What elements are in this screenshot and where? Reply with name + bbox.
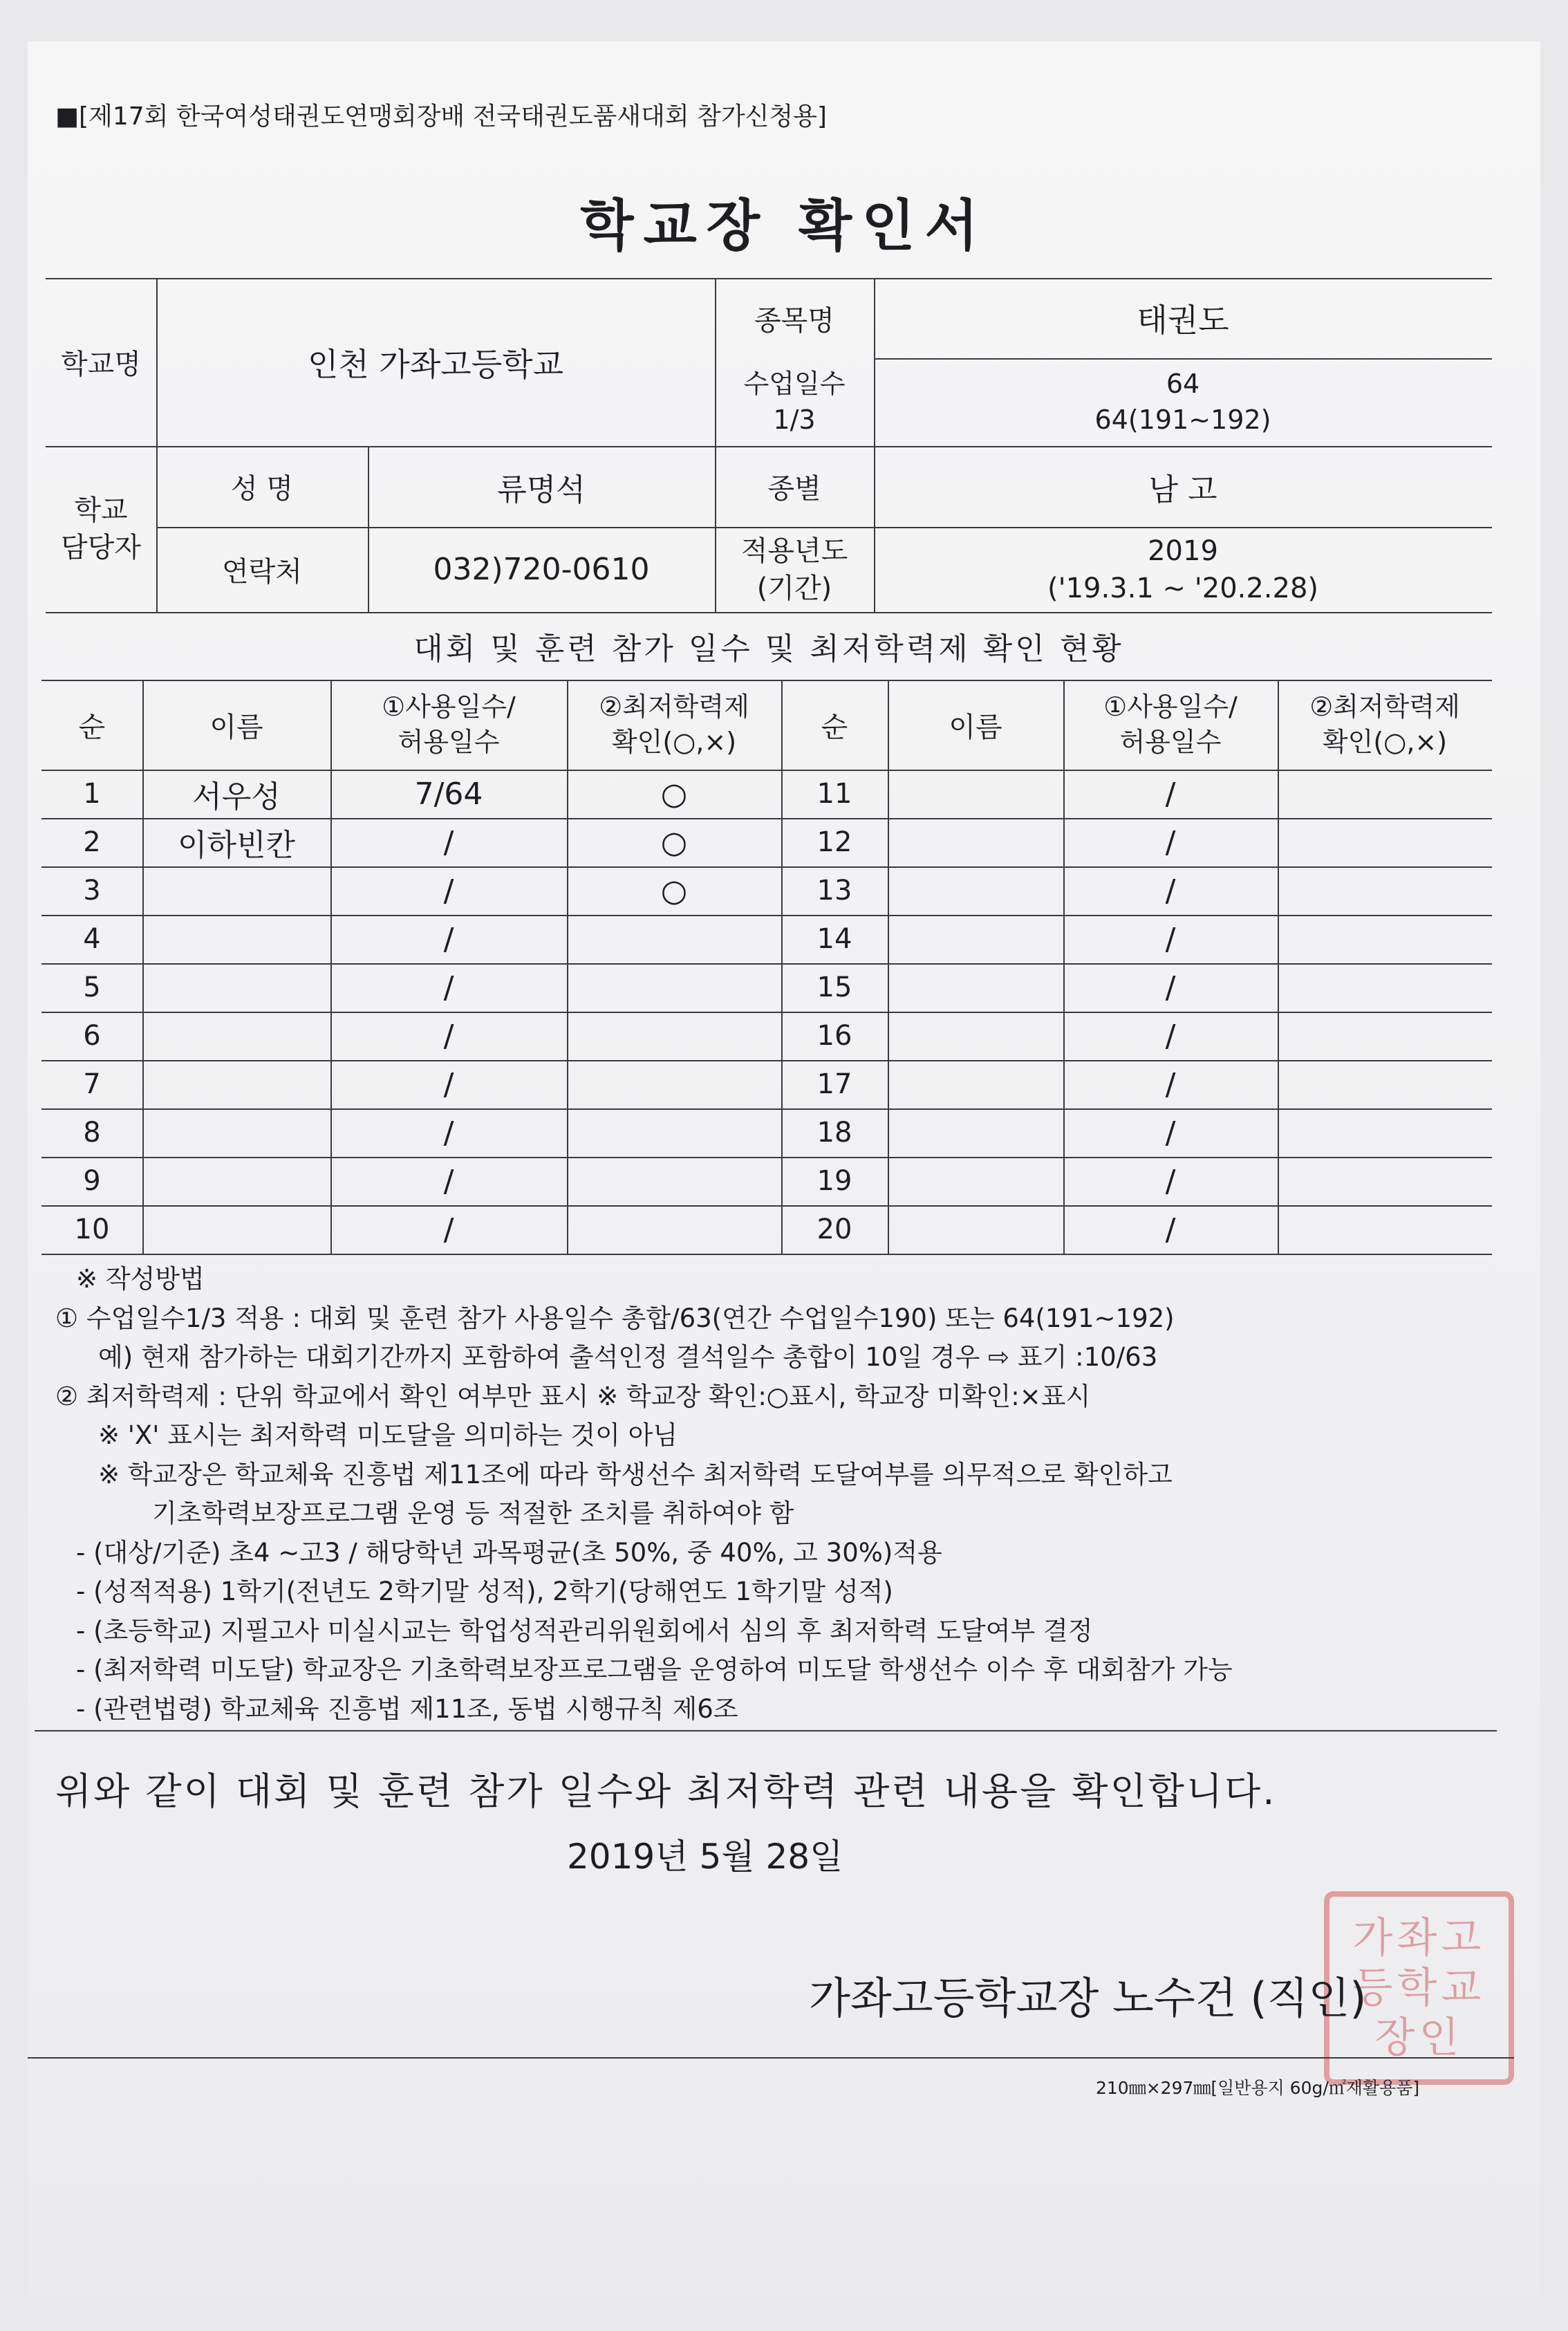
note-2c: 기초학력보장프로그램 운영 등 적절한 조치를 취하여야 함	[152, 1498, 794, 1528]
paper-spec: 210㎜×297㎜[일반용지 60g/㎡재활용품]	[1096, 2078, 1420, 2098]
row-no: 4	[83, 923, 101, 955]
school-days-value-line2: 64(191~192)	[1094, 404, 1271, 435]
row-days: /	[443, 921, 454, 957]
contact-label-line1: 학교	[74, 494, 128, 526]
divider	[35, 1730, 1497, 1731]
row-days: /	[1165, 921, 1176, 957]
col-header-days-line2: 허용일수	[398, 727, 500, 757]
type-value: 남 고	[1148, 472, 1217, 508]
col-header-check-line2: 확인(○,×)	[611, 727, 737, 757]
row-check: ○	[660, 776, 688, 812]
row-days: /	[1165, 969, 1176, 1005]
row-days: /	[443, 873, 454, 909]
school-days-label-line1: 수업일수	[743, 369, 846, 400]
type-label: 종별	[767, 473, 821, 505]
row-check	[1278, 963, 1492, 1012]
row-no: 16	[816, 1020, 852, 1052]
detail-3: - (초등학교) 지필고사 미실시교는 학업성적관리위원회에서 심의 후 최저학력 도달여부 결정	[76, 1615, 1093, 1646]
row-days: /	[1165, 1115, 1176, 1151]
row-days: /	[1165, 1018, 1176, 1054]
row-days: /	[443, 824, 454, 860]
row-check	[567, 1157, 781, 1205]
row-name	[142, 1012, 330, 1060]
school-days-value	[874, 358, 1492, 446]
row-name	[888, 770, 1063, 818]
instructions	[55, 1260, 1521, 1729]
row-no: 18	[816, 1117, 852, 1149]
row-days: 7/64	[414, 776, 483, 812]
date: 2019년 5월 28일	[567, 1837, 843, 1877]
row-days: /	[1165, 824, 1176, 860]
row-name	[888, 818, 1063, 866]
row-check	[1278, 1205, 1492, 1254]
detail-2: - (성적적용) 1학기(전년도 2학기말 성적), 2학기(당해연도 1학기말 성적)	[76, 1577, 893, 1606]
note-2b: ※ 학교장은 학교체육 진흥법 제11조에 따라 학생선수 최저학력 도달여부를 의무적으로 확인하고	[98, 1459, 1173, 1489]
detail-5: - (관련법령) 학교체육 진흥법 제11조, 동법 시행규칙 제6조	[76, 1693, 738, 1724]
row-no: 11	[816, 778, 852, 810]
row-days: /	[1165, 1163, 1176, 1199]
row-no: 8	[83, 1117, 101, 1149]
year-value	[874, 527, 1492, 612]
col-header-days-line1: ①사용일수/	[382, 691, 516, 722]
school-days-value-line1: 64	[1166, 369, 1200, 400]
contact-label-line2: 담당자	[61, 532, 141, 564]
row-check: ○	[660, 873, 688, 909]
row-no: 3	[83, 875, 101, 907]
note-2a: ※ 'X' 표시는 최저학력 미도달을 의미하는 것이 아님	[98, 1420, 678, 1450]
school-days-label	[715, 358, 874, 446]
col-header-days-line1: ①사용일수/	[1103, 691, 1238, 722]
row-check	[1278, 915, 1492, 963]
row-check	[567, 963, 781, 1012]
col-header-name-left: 이름	[209, 711, 263, 743]
row-check	[1278, 770, 1492, 818]
row-check	[1278, 1157, 1492, 1205]
row-check	[1278, 866, 1492, 915]
school-days-label-line2: 1/3	[773, 404, 816, 435]
header-note: ■[제17회 한국여성태권도연맹회장배 전국태권도품새대회 참가신청용]	[55, 102, 827, 131]
row-name	[888, 963, 1063, 1012]
row-days: /	[1165, 776, 1176, 812]
school-name-label: 학교명	[61, 349, 141, 380]
col-header-days-line2: 허용일수	[1119, 727, 1222, 757]
event-label: 종목명	[754, 304, 834, 337]
row-name	[142, 1205, 330, 1254]
signature: 가좌고등학교장 노수건 (직인)	[809, 1973, 1367, 2023]
col-header-no-left: 순	[78, 711, 106, 743]
page-title: 학교장 확인서	[580, 194, 988, 258]
row-no: 9	[83, 1165, 101, 1197]
row-name	[888, 1157, 1063, 1205]
detail-4: - (최저학력 미도달) 학교장은 기초학력보장프로그램을 운영하여 미도달 학생선수 이수 후 대회참가 가능	[76, 1655, 1233, 1684]
row-name: 이하빈칸	[177, 828, 295, 863]
year-value-line2: ('19.3.1 ~ '20.2.28)	[1047, 572, 1319, 604]
row-name	[888, 1012, 1063, 1060]
col-header-no-right: 순	[821, 711, 848, 743]
row-days: /	[443, 969, 454, 1005]
row-name	[888, 1205, 1063, 1254]
row-no: 17	[816, 1068, 852, 1100]
col-header-check-right	[1278, 680, 1492, 770]
row-days: /	[443, 1115, 454, 1151]
notes-heading: ※ 작성방법	[76, 1264, 205, 1294]
row-name	[888, 866, 1063, 915]
row-check	[1278, 818, 1492, 866]
row-check	[567, 1205, 781, 1254]
contact-name: 류명석	[497, 472, 586, 508]
row-check	[567, 1060, 781, 1108]
row-check	[1278, 1060, 1492, 1108]
row-days: /	[443, 1066, 454, 1102]
year-value-line1: 2019	[1148, 535, 1218, 567]
row-days: /	[443, 1211, 454, 1247]
row-check	[1278, 1012, 1492, 1060]
row-no: 13	[816, 875, 852, 907]
participation-section-title: 대회 및 훈련 참가 일수 및 최저학력제 확인 현황	[413, 631, 1124, 667]
col-header-name-right: 이름	[949, 711, 1002, 743]
row-days: /	[1165, 1211, 1176, 1247]
row-no: 1	[83, 778, 101, 810]
col-header-check-left	[567, 680, 781, 770]
row-no: 20	[816, 1214, 852, 1245]
row-check	[567, 1108, 781, 1157]
note-1-example: 예) 현재 참가하는 대회기간까지 포함하여 출석인정 결석일수 총합이 10일 경우 ⇨ 표기 :10/63	[98, 1342, 1158, 1372]
col-header-days-right	[1063, 680, 1278, 770]
row-no: 19	[816, 1165, 852, 1197]
row-days: /	[443, 1018, 454, 1054]
note-1: ① 수업일수1/3 적용 : 대회 및 훈련 참가 사용일수 총합/63(연간 수업일수190) 또는 64(191~192)	[55, 1303, 1175, 1333]
year-label	[715, 527, 874, 612]
row-check	[1278, 1108, 1492, 1157]
col-header-check-line1: ②최저학력제	[1309, 691, 1460, 722]
row-no: 2	[83, 826, 101, 858]
row-name	[888, 915, 1063, 963]
row-name	[142, 1108, 330, 1157]
row-name	[142, 915, 330, 963]
confirmation-text: 위와 같이 대회 및 훈련 참가 일수와 최저학력 관련 내용을 확인합니다.	[55, 1770, 1277, 1813]
row-name	[888, 1108, 1063, 1157]
school-name: 인천 가좌고등학교	[307, 345, 564, 383]
row-name: 서우성	[192, 779, 281, 815]
row-check	[567, 1012, 781, 1060]
contact-label	[46, 446, 156, 612]
row-name	[142, 1060, 330, 1108]
row-name	[142, 963, 330, 1012]
row-check	[567, 915, 781, 963]
row-name	[888, 1060, 1063, 1108]
row-no: 10	[74, 1214, 110, 1245]
detail-1: - (대상/기준) 초4 ~고3 / 해당학년 과목평균(초 50%, 중 40%, 고 30%)적용	[76, 1537, 942, 1568]
note-2: ② 최저학력제 : 단위 학교에서 확인 여부만 표시 ※ 학교장 확인:○표시, 학교장 미확인:×표시	[55, 1381, 1091, 1411]
row-days: /	[443, 1163, 454, 1199]
phone-value: 032)720-0610	[433, 552, 650, 587]
row-check: ○	[660, 824, 688, 860]
row-no: 6	[83, 1020, 101, 1052]
col-header-check-line1: ②최저학력제	[599, 691, 749, 722]
name-label: 성 명	[231, 473, 293, 505]
row-days: /	[1165, 873, 1176, 909]
row-no: 12	[816, 826, 852, 858]
event-value: 태권도	[1137, 301, 1229, 339]
row-name	[142, 866, 330, 915]
row-days: /	[1165, 1066, 1176, 1102]
year-label-line2: (기간)	[756, 572, 832, 604]
seal-text: 가좌고등학교장인	[1352, 1914, 1486, 2062]
row-no: 15	[816, 972, 852, 1003]
col-header-days-left	[330, 680, 567, 770]
row-no: 14	[816, 923, 852, 955]
footer-divider	[28, 2057, 1514, 2059]
col-header-check-line2: 확인(○,×)	[1322, 727, 1448, 757]
year-label-line1: 적용년도	[740, 535, 848, 567]
phone-label: 연락처	[222, 556, 302, 588]
row-no: 5	[83, 972, 101, 1003]
row-name	[142, 1157, 330, 1205]
row-no: 7	[83, 1068, 101, 1100]
